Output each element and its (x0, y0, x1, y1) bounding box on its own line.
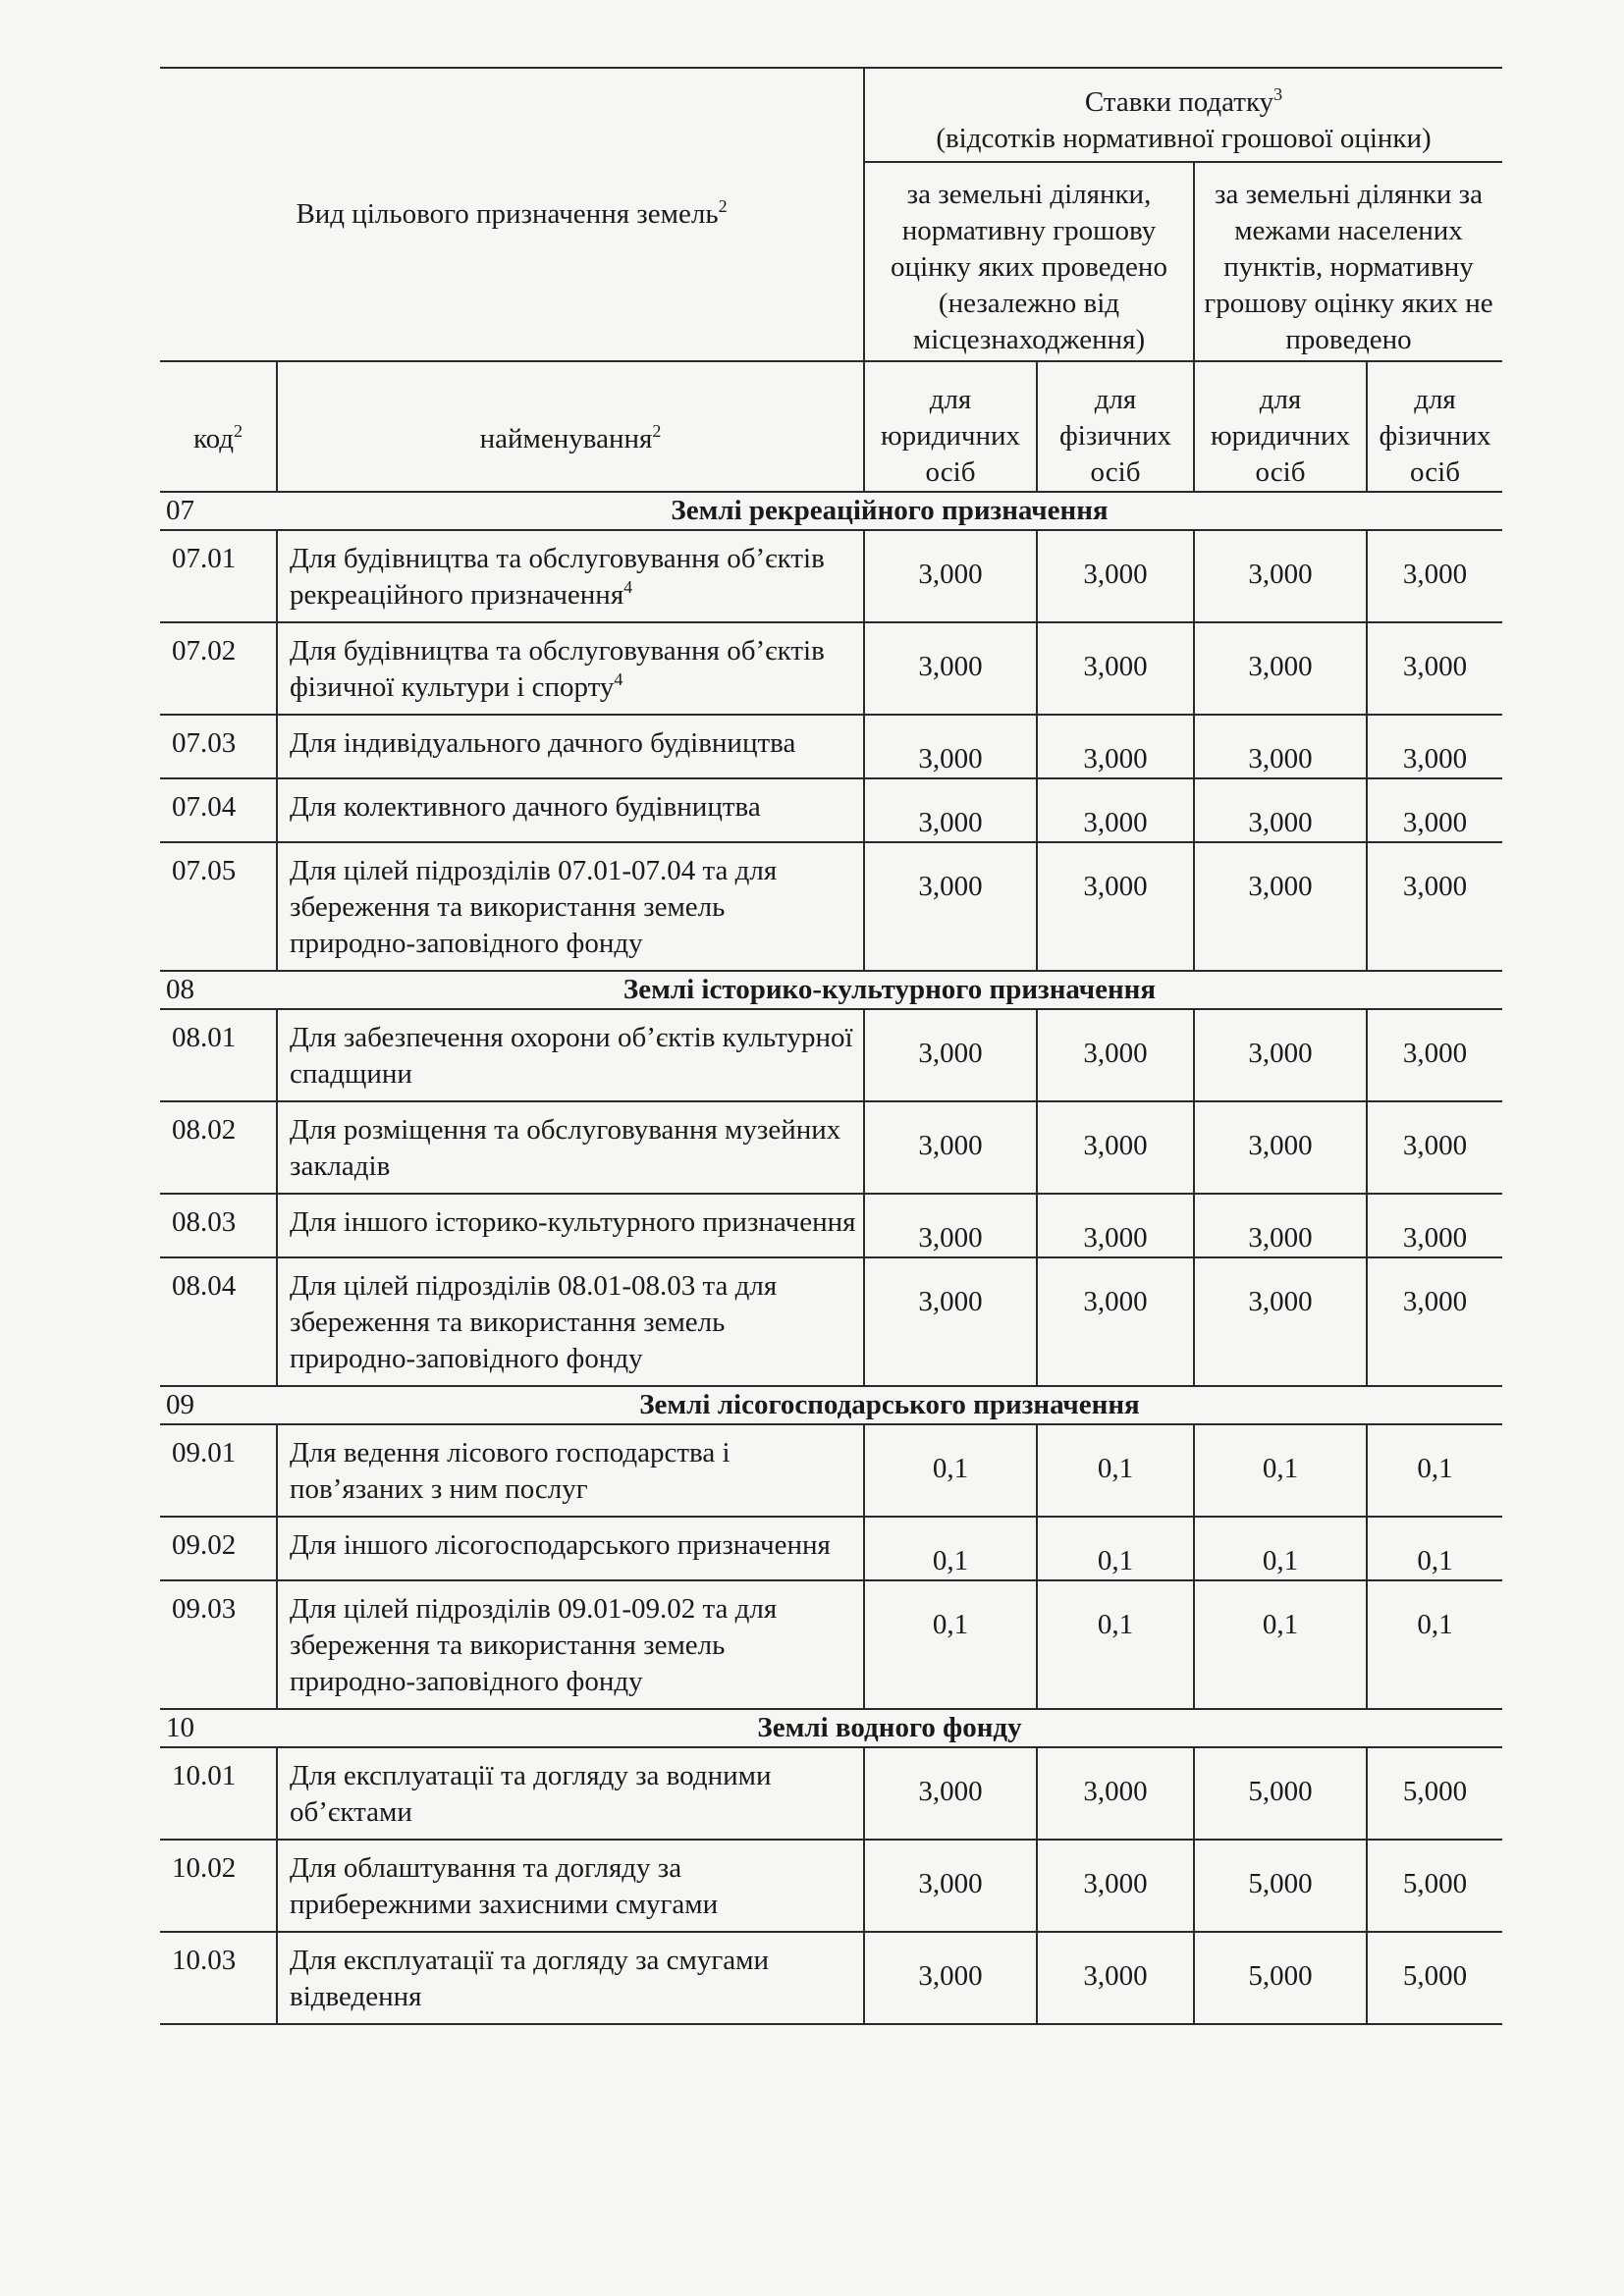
rate-physical-valued: 3,000 (1037, 1257, 1194, 1386)
rate-legal-valued: 3,000 (864, 715, 1037, 778)
rate-physical-not-valued: 3,000 (1367, 622, 1502, 715)
row-code: 10.01 (160, 1747, 277, 1840)
table-row (160, 842, 1502, 971)
row-name: Для індивідуального дачного будівництва (277, 715, 864, 778)
rate-legal-not-valued: 3,000 (1194, 622, 1367, 715)
rate-legal-not-valued: 5,000 (1194, 1747, 1367, 1840)
rate-legal-valued: 0,1 (864, 1424, 1037, 1517)
rate-physical-valued: 3,000 (1037, 1009, 1194, 1101)
section-code: 10 (160, 1709, 277, 1747)
rates-header: Ставки податку$^3$ (відсотків нормативної грошової оцінки) (864, 68, 1502, 162)
header-row-1 (160, 68, 1502, 162)
table-row (160, 622, 1502, 715)
table-row (160, 1840, 1502, 1932)
section-title: Землі лісогосподарського призначення (277, 1386, 1502, 1424)
rate-physical-not-valued: 3,000 (1367, 778, 1502, 842)
rate-legal-valued: 3,000 (864, 622, 1037, 715)
row-name: Для експлуатації та догляду за смугами відведення (277, 1932, 864, 2024)
rate-legal-not-valued: 3,000 (1194, 842, 1367, 971)
section-header-row (160, 971, 1502, 1009)
table-row (160, 1932, 1502, 2024)
row-name: Для будівництва та обслуговування об’єктів фізичної культури і спорту$^4$ (277, 622, 864, 715)
tax-rates-table (160, 67, 1502, 2025)
row-name: Для цілей підрозділів 09.01-09.02 та для збереження та використання земель природно-заповідного фонду (277, 1580, 864, 1709)
section-header-row (160, 1709, 1502, 1747)
rate-physical-valued: 3,000 (1037, 1840, 1194, 1932)
rate-physical-not-valued: 3,000 (1367, 1009, 1502, 1101)
rate-legal-not-valued: 3,000 (1194, 1009, 1367, 1101)
footnote-ref: 4 (614, 669, 623, 689)
rate-legal-valued: 3,000 (864, 1009, 1037, 1101)
physical-not-valued-header: для фізичних осіб (1367, 361, 1502, 492)
code-header: код$^2$ (160, 361, 277, 492)
rate-physical-not-valued: 3,000 (1367, 842, 1502, 971)
rate-physical-valued: 3,000 (1037, 622, 1194, 715)
row-name: Для експлуатації та догляду за водними об’єктами (277, 1747, 864, 1840)
rate-physical-not-valued: 3,000 (1367, 1101, 1502, 1194)
rate-physical-not-valued: 0,1 (1367, 1517, 1502, 1580)
rate-physical-not-valued: 3,000 (1367, 1194, 1502, 1257)
rate-legal-valued: 0,1 (864, 1580, 1037, 1709)
section-title: Землі водного фонду (277, 1709, 1502, 1747)
table-row (160, 1009, 1502, 1101)
rate-legal-valued: 0,1 (864, 1517, 1037, 1580)
table-row (160, 715, 1502, 778)
table-row (160, 530, 1502, 622)
row-code: 09.02 (160, 1517, 277, 1580)
table-row (160, 1424, 1502, 1517)
table-row (160, 1101, 1502, 1194)
row-code: 10.02 (160, 1840, 277, 1932)
section-code: 09 (160, 1386, 277, 1424)
row-name: Для розміщення та обслуговування музейних закладів (277, 1101, 864, 1194)
rate-legal-not-valued: 5,000 (1194, 1840, 1367, 1932)
land-type-header: Вид цільового призначення земель$^2$ (160, 68, 864, 361)
row-code: 08.01 (160, 1009, 277, 1101)
rate-legal-valued: 3,000 (864, 530, 1037, 622)
table-body (160, 68, 1502, 2024)
row-name: Для іншого історико-культурного призначення (277, 1194, 864, 1257)
row-name: Для облаштування та догляду за прибережними захисними смугами (277, 1840, 864, 1932)
rate-legal-valued: 3,000 (864, 842, 1037, 971)
rate-physical-not-valued: 0,1 (1367, 1580, 1502, 1709)
section-header-row (160, 492, 1502, 530)
rate-physical-valued: 3,000 (1037, 1747, 1194, 1840)
row-name: Для будівництва та обслуговування об’єктів рекреаційного призначення$^4$ (277, 530, 864, 622)
row-code: 07.04 (160, 778, 277, 842)
table-row (160, 1257, 1502, 1386)
row-code: 07.05 (160, 842, 277, 971)
rate-legal-not-valued: 3,000 (1194, 1194, 1367, 1257)
row-code: 07.02 (160, 622, 277, 715)
section-code: 07 (160, 492, 277, 530)
rate-physical-valued: 3,000 (1037, 1194, 1194, 1257)
rate-physical-valued: 3,000 (1037, 715, 1194, 778)
row-code: 07.03 (160, 715, 277, 778)
legal-not-valued-header: для юридичних осіб (1194, 361, 1367, 492)
rate-physical-valued: 3,000 (1037, 1932, 1194, 2024)
rate-legal-not-valued: 3,000 (1194, 530, 1367, 622)
not-valued-group-header: за земельні ділянки за межами населених пунктів, нормативну грошову оцінку яких не проведено (1194, 162, 1502, 361)
rate-physical-not-valued: 5,000 (1367, 1747, 1502, 1840)
row-name: Для цілей підрозділів 07.01-07.04 та для збереження та використання земель природно-заповідного фонду (277, 842, 864, 971)
row-code: 09.03 (160, 1580, 277, 1709)
rate-legal-valued: 3,000 (864, 1194, 1037, 1257)
header-row-3 (160, 361, 1502, 492)
rate-legal-not-valued: 3,000 (1194, 1257, 1367, 1386)
rate-physical-not-valued: 5,000 (1367, 1932, 1502, 2024)
row-code: 10.03 (160, 1932, 277, 2024)
row-name: Для цілей підрозділів 08.01-08.03 та для збереження та використання земель природно-заповідного фонду (277, 1257, 864, 1386)
rate-physical-valued: 0,1 (1037, 1580, 1194, 1709)
table-row (160, 1747, 1502, 1840)
row-code: 07.01 (160, 530, 277, 622)
rate-physical-not-valued: 3,000 (1367, 715, 1502, 778)
row-name: Для іншого лісогосподарського призначення (277, 1517, 864, 1580)
rate-legal-valued: 3,000 (864, 778, 1037, 842)
row-code: 09.01 (160, 1424, 277, 1517)
rate-legal-not-valued: 3,000 (1194, 1101, 1367, 1194)
rate-physical-not-valued: 0,1 (1367, 1424, 1502, 1517)
rate-physical-valued: 0,1 (1037, 1424, 1194, 1517)
section-code: 08 (160, 971, 277, 1009)
rate-legal-not-valued: 0,1 (1194, 1580, 1367, 1709)
rate-legal-valued: 3,000 (864, 1840, 1037, 1932)
row-name: Для забезпечення охорони об’єктів культурної спадщини (277, 1009, 864, 1101)
rate-physical-not-valued: 5,000 (1367, 1840, 1502, 1932)
row-code: 08.02 (160, 1101, 277, 1194)
row-code: 08.03 (160, 1194, 277, 1257)
valued-group-header: за земельні ділянки, нормативну грошову оцінку яких проведено (незалежно від місцезнаходження) (864, 162, 1194, 361)
rate-legal-valued: 3,000 (864, 1101, 1037, 1194)
table-row (160, 1517, 1502, 1580)
rate-physical-valued: 3,000 (1037, 1101, 1194, 1194)
rate-physical-valued: 0,1 (1037, 1517, 1194, 1580)
row-name: Для колективного дачного будівництва (277, 778, 864, 842)
rate-legal-valued: 3,000 (864, 1747, 1037, 1840)
section-header-row (160, 1386, 1502, 1424)
rate-physical-valued: 3,000 (1037, 778, 1194, 842)
table-row (160, 778, 1502, 842)
table-row (160, 1580, 1502, 1709)
section-title: Землі історико-культурного призначення (277, 971, 1502, 1009)
section-title: Землі рекреаційного призначення (277, 492, 1502, 530)
row-name: Для ведення лісового господарства і пов’язаних з ним послуг (277, 1424, 864, 1517)
rate-physical-not-valued: 3,000 (1367, 530, 1502, 622)
rate-legal-valued: 3,000 (864, 1257, 1037, 1386)
rate-legal-not-valued: 0,1 (1194, 1424, 1367, 1517)
rate-legal-not-valued: 5,000 (1194, 1932, 1367, 2024)
rate-physical-valued: 3,000 (1037, 842, 1194, 971)
legal-valued-header: для юридичних осіб (864, 361, 1037, 492)
rate-legal-not-valued: 3,000 (1194, 778, 1367, 842)
rate-legal-not-valued: 0,1 (1194, 1517, 1367, 1580)
rate-legal-not-valued: 3,000 (1194, 715, 1367, 778)
footnote-ref: 4 (623, 577, 633, 597)
rate-physical-valued: 3,000 (1037, 530, 1194, 622)
rate-legal-valued: 3,000 (864, 1932, 1037, 2024)
table-row (160, 1194, 1502, 1257)
name-header: найменування$^2$ (277, 361, 864, 492)
row-code: 08.04 (160, 1257, 277, 1386)
physical-valued-header: для фізичних осіб (1037, 361, 1194, 492)
rate-physical-not-valued: 3,000 (1367, 1257, 1502, 1386)
